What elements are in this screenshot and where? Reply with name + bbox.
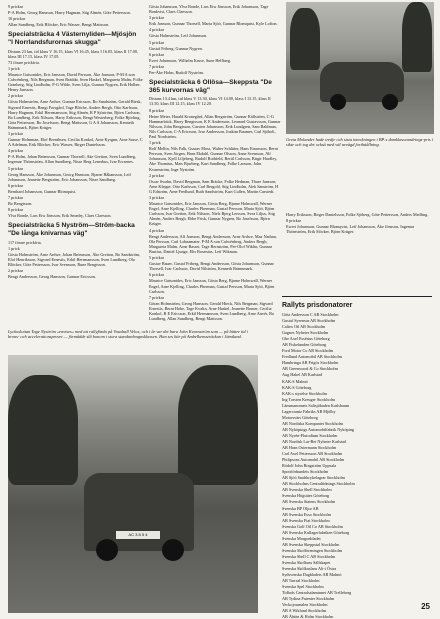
sponsor-item: AB Svenska Skeppstal Stockholm	[282, 541, 340, 547]
sponsor-item: AB Svenska Shell Stockholm	[282, 487, 332, 493]
sponsor-item: Ghe Axel Essérius Göteborg	[282, 336, 330, 342]
sponsor-item: AB Åbiön & Holm Stockholm	[282, 614, 334, 619]
result-line: Ylva Bonde, Lars Eiw Jönsson, Erik Smedry, Claes Claesson.	[8, 213, 112, 219]
sponsor-item: Veckojournalen Stockholm	[282, 602, 328, 608]
sponsor-item: AB Sjöö Snabbcykelagrar Stockholm	[282, 475, 345, 481]
result-line: 5 prickar	[149, 255, 164, 261]
result-line: Gösta Holmström, Arne Ardwe, Johan Brömsson, Åke Greiton, Bo Sandström, Elof Henriksson, Sigvard Ernestis, Erkil Herrmansson, Sven Lundberg, Ola Blöcker, Göte Pettersson, Ivar Svensson, Rune Bengtsson.	[8, 251, 141, 267]
sponsor-item: AB Nyköpings Automobilfabrik Nyköping	[282, 426, 355, 432]
result-line: Ewert Johansson, Gunnar Blomqvist, Leif Johansson, Åke Jönsson, Ingemar Thörnström, Erik Slöcker, Björn Krüger.	[286, 224, 415, 235]
sponsor-item: Göta Andersson C AB Stockholm	[282, 312, 339, 317]
sponsor-item: Motorsvärs Göteborg	[282, 414, 318, 420]
sponsor-item: KAK:S Göteborg	[282, 384, 312, 390]
photo-rally-car-forest	[286, 2, 434, 134]
sponsor-item: Länsmanomets Saltsjöbaden Karlsbaum	[282, 402, 350, 408]
sponsors-title: Rallyts prisdonatorer	[282, 302, 353, 309]
result-line: Heine Meier, Harald Kronegård, Allan Bergström, Gunnar Källström, C-G Hammarbäck, Harry Bengtsson, K E Andersson, Leonard Gustavsson, Gunnar Nilsson, John Bengtsson, Carsten Johansson, Erik Lundgren, Sam Bahlman, Nils Carlsson, C-A Ericsson, Ivar Andersson, Joakim Baumer, Carl Sjöholt, Paul Nordström.	[149, 113, 281, 139]
result-line: 73 förare prickfria.	[8, 59, 40, 65]
result-line: 3 prickar	[8, 130, 23, 136]
sponsor-item: KAK:S Malmö	[282, 378, 308, 384]
result-line: 7 prickar	[149, 294, 164, 300]
results-column-middle	[149, 4, 281, 322]
sponsor-item: AB Svenska Statens Stockholm	[282, 499, 336, 505]
result-line: 4 prickar	[149, 27, 164, 33]
result-line: Rolf Mellin, Nils Falk, Gustav Moss, Walter Schlüter, Hans Einarsson, Bernt Persson, Sven Jörgen, Hans Ekdahl, Gunnar Olsson, Anne Svensson, Alf Johansson, Kjell Liljeberg, Rudolf Rothfeld, Bertil Carlsson, Birgir Hardley, Åke Thomäus, Mats Bjurberg, Kurt Sandberg, Folke Larsson, John Kvarnström, Inge Nyström.	[149, 146, 278, 172]
result-line: Gösta Holmström, Arne Ardwe, Gunnar Ericsson, Bo Sandström, Gerald Biesk, Sigvard Ernestis, Bengt Forsgård, Tage Blöche, Anders Bergh, Otto Karlsson, Harry Hagman, Erkil Herrmansson, Stig Almén, R P Sjöström, Björn Carlsson, Bo Lundberg, Erik Nilsson, Harry Eriksson, Bengt Westerberg, Folke Björling, Göta Pettersson, Bo Josefsson, Bengt Mattsson, G A A Johansson, Kenneth Brännmark, Björn Krüger.	[8, 99, 142, 130]
result-line: 1 prick	[8, 245, 20, 251]
sponsor-item: Gagnes Nyheter Stockholm	[282, 330, 329, 336]
sponsor-item: Svenska Skölkuslans Alt-i Östra	[282, 565, 337, 571]
sponsor-item: Svenska Shell C AB Stockholm	[282, 553, 336, 559]
sponsor-item: AB Fiskelunden Göteborg	[282, 342, 327, 348]
sponsor-item: AB Nordisk Lar-Bet Nyheter Karlstad	[282, 438, 347, 444]
sponsor-item: Caltex Oil AB Stockholm	[282, 324, 326, 330]
result-line: 8 prickar	[149, 107, 164, 113]
sponsor-item: Hambringa AB Frigös Stockholm	[282, 360, 339, 366]
result-line: Maurice Gatsonides, Eric Jansson, Gösta Berg, Bjarne Holmwall, Werner Engel, Arne Kjelling, Charles Pherman, Gustaf Persson, Maria Sjöö, Björn Carlsson, Ivar Greiton, Erik Nilsson, Niels Bjerg Lersson, Svea Liljus, Stig Almén, Anders Bergh, Ebbe Frisk, Gunnar Nygren, Bo Josefsson, Björn Krüger.	[149, 201, 275, 227]
sponsor-item: AB Hans Ostermann Stockholm	[282, 445, 337, 451]
sponsor-item: AB Svenska Kullagerfabriken Göteborg	[282, 529, 350, 535]
result-line: Bengt Andersson, Georg Hansson, Gunnar Ericsson.	[8, 274, 96, 280]
sponsor-item: AB Greenwood & Co Stockholm	[282, 366, 338, 372]
sponsor-item: Svenska Morgonbladet	[282, 535, 321, 541]
section-5-title: Specialsträcka 5 Nyström—Ström-backa "De långa knivarnas väg"	[8, 222, 135, 237]
result-line: 1 prick	[8, 65, 20, 71]
sponsors-list	[282, 312, 432, 619]
result-line: 117 förare prickfria.	[8, 239, 42, 245]
sponsor-item: Philipsons Automobil AB Stockholm	[282, 457, 345, 463]
photo-vauxhall-on-road	[8, 355, 258, 613]
sponsor-item: AB Nordiska Kompaniet Stockholm	[282, 420, 344, 426]
section-4-title: Specialsträcka 4 Västernyliden—Mjösjön "I Norrlandsfurornas skugga"	[8, 31, 137, 46]
result-line: Gustav Bauer, Gustaf Friberg, Bengt Andersson, Gösta Johansson, Gunnar Thorsell, Ivar Carlsson, David Nilström, Kenneth Brännmark.	[149, 261, 274, 272]
photo-caption-bottom: Lyckoslottan Tage Nyström «envises» med att rallyfärda på Vauxhall Velox, och i år var det bara John Kvarnström som — på bättre tid i brons- och accelerationsprovet — förmådde slå honom i stora standardvagnsklassen. Han ses här på Ambelkenssträckan i Jämtland.	[8, 329, 248, 340]
box-rule-top	[282, 296, 432, 297]
result-line: Bo Bengtsson.	[8, 201, 33, 207]
sponsor-item: AB A Wiklund Stockholm	[282, 608, 327, 614]
result-line: 3 prickar	[149, 195, 164, 200]
sponsor-item: AB Svenska Esso Stockholm	[282, 511, 331, 517]
result-line: Distans 13.4 km, tid klass V 13.30, klass VI 14.00, klass I 13.15, klass II 13.50, klass III 12.15, klass IV 12.20.	[149, 96, 271, 107]
section-6-title: Specialsträcka 6 Ollösa—Skeppsta "De 365 kurvornas väg"	[149, 79, 272, 94]
result-line: 9 prickar	[8, 4, 23, 9]
section-5-results	[8, 240, 143, 280]
result-line: 2 prickar	[8, 268, 23, 274]
result-line: Bengt Andersson, Alf Jonsson, Bengt Andersson, Arne Ardwe, Max Nathan, Ola Persson, Carl Lohnamaier, P-M A:son Cafwénberg, Anders Bergh, Margareta Malm, Arne Basset, Tage Bernström, Per-Olof Wiklin, Gunnar Bastius, Daniel Ljunge, Elis Rosenius, Leif Wikman.	[149, 233, 277, 254]
result-line: Gustaf Friberg, Gunnar Nygren.	[149, 45, 203, 51]
result-line: Gunnar Holmman, Elof Brenthsen, Cecilia Konkol, Arne Kyrgnn, Arne Sasse, C A Adelman, Erik Blöcker, Eric Wasser, Birger Danielsson.	[8, 137, 143, 148]
section-6-results	[149, 96, 281, 322]
result-line: 6 prickar	[149, 51, 164, 57]
result-line: Bernhard Johansson, Gunnar Blomquist.	[8, 188, 77, 194]
result-line: 4 prickar	[8, 148, 23, 154]
section-5-tail	[149, 4, 281, 75]
result-line: Maurice Gatsonides, Eric Jansson, Gösta Berg, Bjarne Holmwall, Werner Engel, Arne Kjelling, Charles Pherman, Gustaf Persson, Maria Sjöö, Björn Carlsson.	[149, 278, 275, 294]
result-line: Maurice Gatsonides, Eric Jansson, David Persson, Åke Jansson, P-M A:son Cafwénberg, Nils Bergman, Sven Bräddø, Sven Haskel, Margareta Malm, Folke Granberg, Stig Lindholm, P-G Wilde, Sven Lilja, Gunnar Nygren, Erik Holber, Henry Jansson.	[8, 71, 143, 93]
result-line: Gösta Holmström, Leif Johansson.	[149, 33, 208, 39]
sponsor-item: Aug Hakel AB Karlstad	[282, 372, 323, 378]
result-line: Erik Jansson, Gunnar Thorsell, Maria Sjöö, Gunnar Blomquist, Kyle Lofton.	[149, 21, 278, 27]
result-line: Göran Holmström, Georg Hansson, Gerald Hieck, Nils Bergman, Sigvard Ernestis, Bernt Hohe, Tage Kvalin, Arne Haskel, Jeanette Borner, Cecilia Konkol, R E Ericsson, Erkil Hermansson, Sven Lundberg, Arne Anvér, Bo Lundberg, Allan Sundberg, Bengt Mattsson.	[149, 300, 275, 322]
result-line: Gösta Johansson, Ylva Bonde, Lars Eiw Jönsson, Erik Johansson, Tage Bonkvist, Claes Claesson.	[149, 4, 269, 15]
result-line: Harry Eriksson, Birger Danielsson, Folke Sjöberg, Göte Pettersson, Anders Medling.	[286, 212, 429, 217]
result-line: P-A Holm, Georg Hansson, Harry Hagman, Stig Almén, Göte Pettersson.	[8, 10, 131, 16]
sponsor-item: Sydsvenska Dagbladets AB Malmö	[282, 572, 342, 578]
section-4-results	[8, 49, 143, 219]
sponsor-item: Gustaf Syrensus AB Stockholm	[282, 318, 336, 324]
result-line: 10 prickar	[8, 16, 26, 22]
sponsor-item: Ing Torsten Kreuger Stockholm	[282, 396, 336, 402]
result-line: 3 prickar	[149, 15, 164, 21]
result-line: 7 prickar	[8, 195, 23, 200]
sponsor-item: AB Tydina Patenter Stockholm	[282, 596, 335, 602]
section-6-tail	[286, 212, 434, 234]
sponsor-item: Tidhafs Centralsalaminnet AB Trelleborg	[282, 590, 352, 596]
photo-caption-top: Greta Molander hade tredje och sista inteckningen i BP:s damklassvandrings-pris i sikte och tog det också med väl avvägd fortháållning.	[286, 137, 433, 148]
sponsor-item: Svenska Skolbuss Sällskapet	[282, 559, 331, 565]
result-line: Oscar Swahn, David Bergman, Sam Bräcke, Folke Hedman, Thure Jansson, Arne Kleppe, Otto Karlsson, Carl Bergold, Stig Lindholm, Alek Sanström, H G Edström, Arne Fredlund, Ruth Sandström, Kurt Cullen, Martin Carstedt.	[149, 178, 279, 194]
result-line: 6 prickar	[8, 182, 23, 188]
sponsor-item: AB Svenska Fiat Stockholm	[282, 517, 330, 523]
license-plate: AC 3 8 5 4	[116, 531, 160, 539]
results-column-left	[8, 4, 143, 280]
result-line: 5 prickar	[8, 165, 23, 171]
sponsor-item: Carl Axel Pettersson AB Stockholm	[282, 451, 343, 457]
result-line: 5 prickar	[149, 39, 164, 45]
result-line: 8 prickar	[8, 207, 23, 213]
sponsor-item: Ford Motor Co AB Stockholm	[282, 348, 334, 354]
result-line: Allan Sundberg, Erik Blöcker, Eric Wasser, Bengt Mattsson.	[8, 22, 110, 28]
result-line: Georg Hansson, Åke Johansson, Georg Hansson, Bjarne Håkansson, Leif Johansson, Jeanette Bergström, Eric Johansson, Nisse Sandberg.	[8, 171, 131, 182]
sponsor-item: Svenska Högsätes Göteborg	[282, 493, 330, 499]
results-column-right-top	[286, 212, 434, 235]
page-number: 25	[421, 602, 430, 611]
result-line: 1 prick	[149, 140, 161, 146]
sponsor-item: AB Stockholms Centraltidnings Stockholm	[282, 481, 355, 487]
sponsor-item: Svenska Golf Oil Co AB Stockholm	[282, 523, 343, 529]
result-line: 7 prickar	[149, 63, 164, 69]
sponsor-item: KAK:s styrelse Stockholm	[282, 390, 327, 396]
result-line: P-A Holm, Johan Brömsson, Gunnar Thorsell, Ake Greiton, Sven Lundberg, Ingemar Thörnström, Allan Sundberg, Nisse Berg Lenerhus, Ivar Ercsenes.	[8, 154, 137, 165]
sponsor-item: AB Tarrsal Stockholm	[282, 578, 320, 584]
section-3-tail	[8, 4, 143, 27]
sponsor-item: Sportförbundets Stockholm	[282, 469, 329, 475]
result-line: 4 prickar	[149, 227, 164, 233]
sponsor-item: Svenska Skolföreningen Stockholm	[282, 547, 343, 553]
result-line: 8 prickar	[286, 218, 301, 224]
sponsor-item: Svenska BP Oljor AB	[282, 505, 319, 511]
result-line: 2 prickar	[149, 172, 164, 178]
result-line: Distans 23 km, tid klass V 16.15, klass VI 16.45, klass I 16.05, klass II 17.00, klass III 17.15, klass IV 17.05.	[8, 48, 139, 59]
result-line: Evert Johansson, Wilhelm Kruse, Sune Hellberg.	[149, 57, 232, 63]
result-line: 6 prickar	[149, 272, 164, 278]
sponsor-item: Fredlund Automobil AB Stockholm	[282, 354, 342, 360]
result-line: Per-Åke Holm, Rudolf Nyström.	[149, 70, 204, 76]
sponsor-item: Lagercrantz Fabriks AB Mjölby	[282, 408, 336, 414]
sponsor-item: Rödolf John Ringström Uppsala	[282, 463, 337, 469]
result-line: 2 prickar	[8, 93, 23, 99]
sponsor-item: Svenska Spel Stockholm	[282, 584, 324, 590]
sponsor-item: AB Nyrén-Flutodium Stockholm	[282, 432, 338, 438]
